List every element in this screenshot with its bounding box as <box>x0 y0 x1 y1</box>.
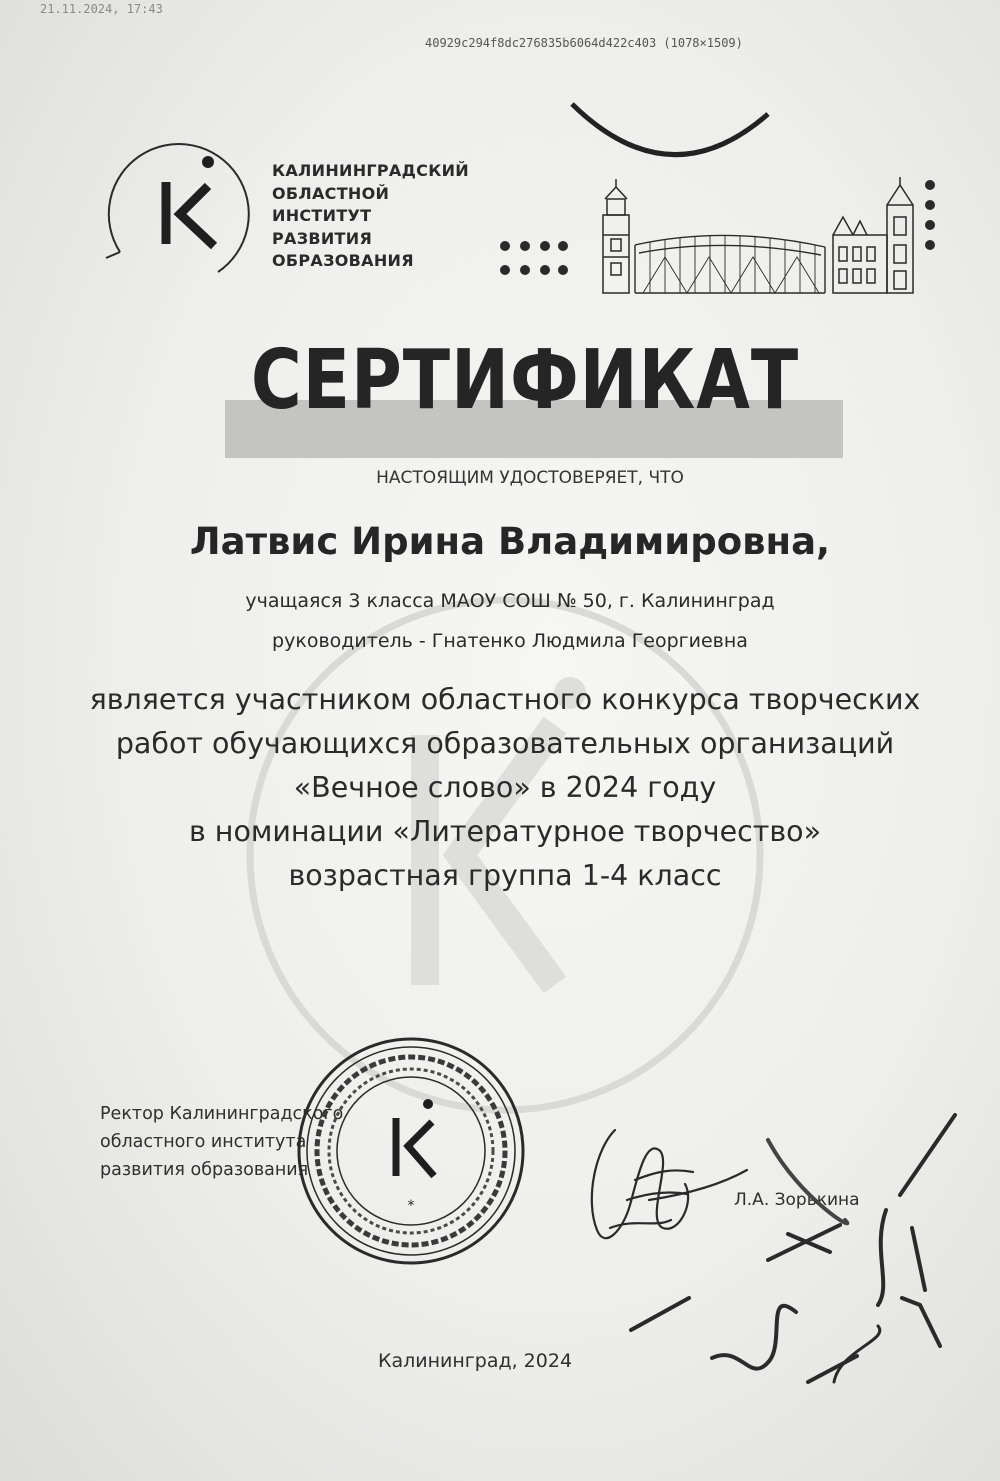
institute-name-line: КАЛИНИНГРАДСКИЙ <box>272 161 469 180</box>
print-file-id: 40929c294f8dc276835b6064d422c403 (1078×1509) <box>425 36 743 50</box>
award-statement <box>80 678 930 898</box>
recipient-class-school: учащаяся 3 класса МАОУ СОШ № 50, г. Калининград <box>245 590 775 612</box>
city-skyline-illustration <box>595 175 945 300</box>
institute-name-line: ОБЛАСТНОЙ <box>272 183 390 203</box>
recipient-name: Латвис Ирина Владимировна, <box>189 520 831 563</box>
recipient-supervisor: руководитель - Гнатенко Людмила Георгиевна <box>272 630 748 652</box>
statement-line: возрастная группа 1-4 класс <box>288 859 722 892</box>
signer-title-line: Ректор Калининградского <box>100 1104 344 1124</box>
certificate-title: СЕРТИФИКАТ <box>250 333 800 428</box>
decorative-strokes <box>620 1100 1000 1481</box>
institute-name-line: ИНСТИТУТ <box>272 206 372 225</box>
official-seal-icon <box>292 1032 530 1270</box>
decorative-arc <box>560 100 780 170</box>
institute-name <box>272 160 469 273</box>
print-timestamp: 21.11.2024, 17:43 <box>40 2 163 16</box>
svg-text:*: * <box>407 1198 415 1214</box>
statement-line: в номинации «Литературное творчество» <box>188 815 822 848</box>
place-and-year: Калининград, 2024 <box>377 1350 573 1372</box>
signer-title-line: развития образования <box>100 1160 309 1180</box>
signer-name: Л.А. Зорькина <box>734 1190 860 1210</box>
statement-line: «Вечное слово» в 2024 году <box>293 771 717 804</box>
decorative-dots <box>495 238 570 278</box>
signer-title-line: областного института <box>100 1132 307 1152</box>
statement-line: является участником областного конкурса творческих <box>89 683 921 716</box>
statement-line: работ обучающихся образовательных организаций <box>115 727 895 760</box>
k-monogram-icon <box>100 140 250 290</box>
institute-name-line: РАЗВИТИЯ <box>272 228 373 248</box>
institute-name-line: ОБРАЗОВАНИЯ <box>272 251 414 270</box>
certifies-line: НАСТОЯЩИМ УДОСТОВЕРЯЕТ, ЧТО <box>376 468 684 488</box>
